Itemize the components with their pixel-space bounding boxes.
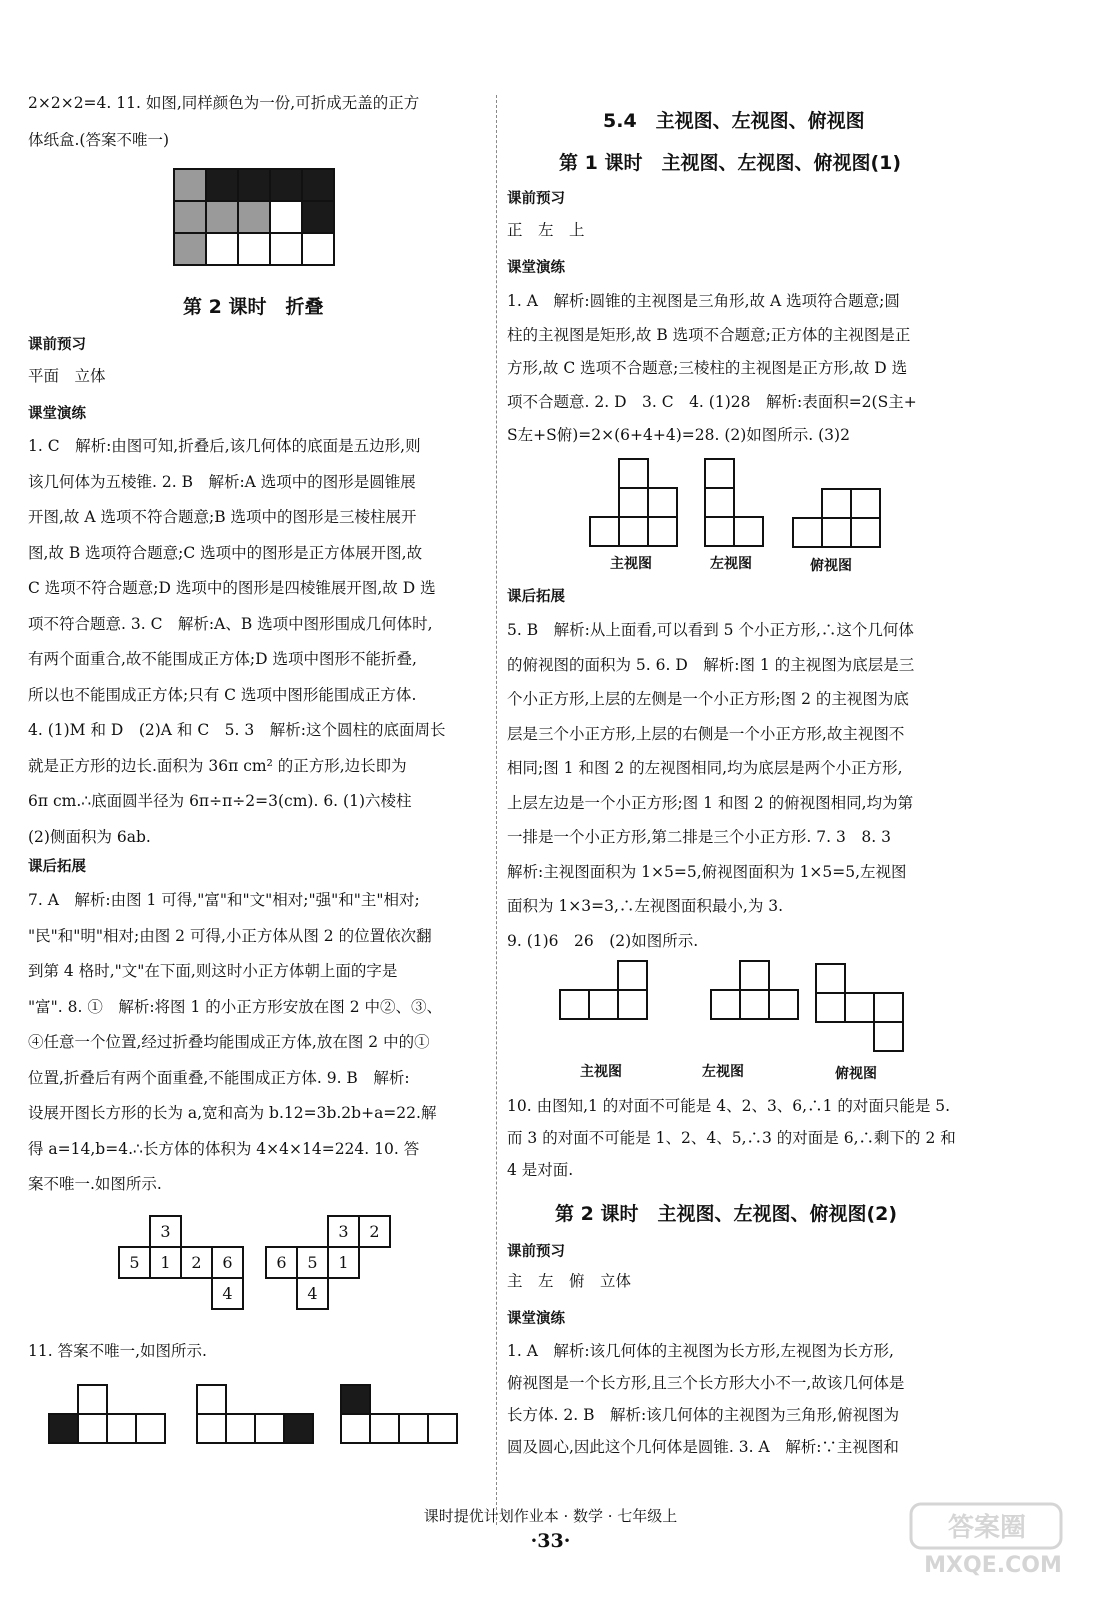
text-line: 设展开图长方形的长为 a,宽和高为 b.12=3b.2b+a=22.解 <box>28 1104 437 1122</box>
net-cell <box>135 1413 166 1444</box>
preview-answer: 平面 立体 <box>28 367 106 385</box>
heading-preview-2: 课前预习 <box>507 1244 565 1260</box>
grid-cell <box>301 200 335 234</box>
page-number: ·33· <box>530 1530 571 1552</box>
text-line: 相同;图 1 和图 2 的左视图相同,均为底层是两个小正方形, <box>507 759 903 777</box>
grid-cell <box>173 232 207 266</box>
heading-after: 课后拓展 <box>28 859 86 875</box>
heading-preview: 课前预习 <box>28 337 86 353</box>
label-front-view: 主视图 <box>580 1064 622 1080</box>
grid-cell <box>205 168 239 202</box>
net-cell <box>283 1413 314 1444</box>
text-line: 10. 由图知,1 的对面不可能是 4、2、3、6,∴1 的对面只能是 5. <box>507 1097 951 1115</box>
view-cell <box>617 960 648 991</box>
grid-cell <box>237 168 271 202</box>
text-line: 上层左边是一个小正方形;图 1 和图 2 的俯视图相同,均为第 <box>507 793 914 812</box>
text-line: (2)侧面积为 6ab. <box>28 827 151 846</box>
text-line: 9. (1)6 26 (2)如图所示. <box>507 931 699 950</box>
text-line: 所以也不能围成正方体;只有 C 选项中图形能围成正方体. <box>28 685 417 704</box>
heading-class-2: 课堂演练 <box>507 1311 565 1327</box>
text-line: 项不合题意. 2. D 3. C 4. (1)28 解析:表面积=2(S主+ <box>507 392 917 411</box>
net-cell <box>398 1413 429 1444</box>
label-front-view: 主视图 <box>610 556 652 572</box>
net-cell: 1 <box>327 1246 360 1279</box>
net-cell <box>254 1413 285 1444</box>
grid-cell <box>205 232 239 266</box>
net-cell <box>48 1413 79 1444</box>
text-line: 个小正方形,上层的左侧是一个小正方形;图 2 的主视图为底 <box>507 690 909 708</box>
view-cell <box>815 992 846 1023</box>
view-cell <box>821 517 852 548</box>
text-line: 7. A 解析:由图 1 可得,"富"和"文"相对;"强"和"主"相对; <box>28 891 420 909</box>
view-cell <box>733 516 764 547</box>
text-line: 长方体. 2. B 解析:该几何体的主视图为三角形,俯视图为 <box>507 1406 900 1424</box>
text-line: 面积为 1×3=3,∴左视图面积最小,为 3. <box>507 897 784 915</box>
net-cell: 5 <box>118 1246 151 1279</box>
view-cell <box>873 992 904 1023</box>
net-cell: 6 <box>265 1246 298 1279</box>
view-cell <box>739 960 770 991</box>
svg-text:MXQE.COM: MXQE.COM <box>924 1553 1062 1578</box>
view-cell <box>559 989 590 1020</box>
view-cell <box>704 487 735 518</box>
text-line: 俯视图是一个长方形,且三个长方形大小不一,故该几何体是 <box>507 1374 905 1392</box>
grid-cell <box>173 200 207 234</box>
text-line: 1. A 解析:圆锥的主视图是三角形,故 A 选项符合题意;圆 <box>507 292 900 310</box>
text-line: 4. (1)M 和 D (2)A 和 C 5. 3 解析:这个圆柱的底面周长 <box>28 721 446 739</box>
net-cell: 2 <box>180 1246 213 1279</box>
text-line: "民"和"明"相对;由图 2 可得,小正方体从图 2 的位置依次翻 <box>28 926 432 945</box>
net-cell: 6 <box>211 1246 244 1279</box>
text-line: 4 是对面. <box>507 1161 574 1179</box>
grid-cell <box>237 200 271 234</box>
text-line: 柱的主视图是矩形,故 B 选项不合题意;正方体的主视图是正 <box>507 325 911 344</box>
text-line: 5. B 解析:从上面看,可以看到 5 个小正方形,∴这个几何体 <box>507 621 914 639</box>
net-cell <box>340 1413 371 1444</box>
grid-cell <box>173 168 207 202</box>
text-line: 有两个面重合,故不能围成正方体;D 选项中图形不能折叠, <box>28 650 417 668</box>
text-line: 图,故 B 选项符合题意;C 选项中的图形是正方体展开图,故 <box>28 543 423 562</box>
section-title: 5.4 主视图、左视图、俯视图 <box>603 110 865 132</box>
view-cell <box>617 989 648 1020</box>
grid-cell <box>237 232 271 266</box>
view-cell <box>704 458 735 489</box>
text-line: 1. C 解析:由图可知,折叠后,该几何体的底面是五边形,则 <box>28 437 421 455</box>
heading-class: 课堂演练 <box>507 260 565 276</box>
view-cell <box>647 516 678 547</box>
lesson2-title: 第 2 课时 主视图、左视图、俯视图(2) <box>555 1203 898 1225</box>
view-cell <box>768 989 799 1020</box>
column-divider <box>496 95 497 1525</box>
page-footer: 课时提优计划作业本 · 数学 · 七年级上 <box>423 1507 678 1525</box>
text-line: C 选项不符合题意;D 选项中的图形是四棱锥展开图,故 D 选 <box>28 579 436 597</box>
q11-line: 11. 答案不唯一,如图所示. <box>28 1342 207 1360</box>
view-cell <box>588 989 619 1020</box>
view-cell <box>815 963 846 994</box>
grid-cell <box>205 200 239 234</box>
net-cell: 1 <box>149 1246 182 1279</box>
net-cell <box>340 1384 371 1415</box>
net-cell <box>369 1413 400 1444</box>
heading-after: 课后拓展 <box>507 589 565 605</box>
net-cell: 5 <box>296 1246 329 1279</box>
view-cell <box>618 516 649 547</box>
net-cell: 3 <box>327 1215 360 1248</box>
text-line: 到第 4 格时,"文"在下面,则这时小正方体朝上面的字是 <box>28 962 398 980</box>
grid-cell <box>269 168 303 202</box>
net-cell: 4 <box>211 1277 244 1310</box>
svg-text:答案圈: 答案圈 <box>947 1513 1027 1543</box>
text-line: 得 a=14,b=4.∴长方体的体积为 4×4×14=224. 10. 答 <box>28 1139 420 1158</box>
text-line: 该几何体为五棱锥. 2. B 解析:A 选项中的图形是圆锥展 <box>28 472 416 491</box>
text-line: 层是三个小正方形,上层的右侧是一个小正方形,故主视图不 <box>507 724 905 743</box>
net-cell <box>196 1384 227 1415</box>
view-cell <box>704 516 735 547</box>
heading-preview: 课前预习 <box>507 191 565 207</box>
view-cell <box>618 458 649 489</box>
text-line: 案不唯一.如图所示. <box>28 1175 162 1193</box>
text-line: 的俯视图的面积为 5. 6. D 解析:图 1 的主视图为底层是三 <box>507 655 915 674</box>
text-line: 就是正方形的边长.面积为 36π cm² 的正方形,边长即为 <box>28 756 407 775</box>
text-line: 项不符合题意. 3. C 解析:A、B 选项中图形围成几何体时, <box>28 614 433 633</box>
net-cell <box>77 1384 108 1415</box>
view-cell <box>589 516 620 547</box>
intro-line-1: 2×2×2=4. 11. 如图,同样颜色为一份,可折成无盖的正方 <box>28 94 420 112</box>
text-line: 方形,故 C 选项不合题意;三棱柱的主视图是正方形,故 D 选 <box>507 359 908 377</box>
view-cell <box>647 487 678 518</box>
view-cell <box>618 487 649 518</box>
text-line: 解析:主视图面积为 1×5=5,俯视图面积为 1×5=5,左视图 <box>507 862 907 881</box>
preview-answer: 正 左 上 <box>507 221 585 239</box>
net-cell <box>225 1413 256 1444</box>
net-cell <box>77 1413 108 1444</box>
intro-line-2: 体纸盒.(答案不唯一) <box>28 131 170 149</box>
net-cell <box>427 1413 458 1444</box>
view-cell <box>739 989 770 1020</box>
label-left-view: 左视图 <box>702 1064 744 1080</box>
text-line: "富". 8. ① 解析:将图 1 的小正方形安放在图 2 中②、③、 <box>28 997 442 1016</box>
text-line: 位置,折叠后有两个面重叠,不能围成正方体. 9. B 解析: <box>28 1068 410 1087</box>
view-cell <box>844 992 875 1023</box>
view-cell <box>792 517 823 548</box>
net-cell <box>106 1413 137 1444</box>
net-cell: 2 <box>358 1215 391 1248</box>
label-top-view: 俯视图 <box>810 558 852 574</box>
watermark-logo <box>909 1500 1079 1578</box>
heading-class: 课堂演练 <box>28 406 86 422</box>
grid-cell <box>269 232 303 266</box>
label-top-view: 俯视图 <box>835 1066 877 1082</box>
text-line: 6π cm.∴底面圆半径为 6π÷π÷2=3(cm). 6. (1)六棱柱 <box>28 792 412 810</box>
net-cell: 3 <box>149 1215 182 1248</box>
view-cell <box>850 517 881 548</box>
view-cell <box>821 488 852 519</box>
text-line: 圆及圆心,因此这个几何体是圆锥. 3. A 解析:∵主视图和 <box>507 1438 899 1456</box>
view-cell <box>850 488 881 519</box>
text-line: S左+S俯)=2×(6+4+4)=28. (2)如图所示. (3)2 <box>507 426 850 444</box>
text-line: 1. A 解析:该几何体的主视图为长方形,左视图为长方形, <box>507 1342 894 1360</box>
text-line: ④任意一个位置,经过折叠均能围成正方体,放在图 2 中的① <box>28 1033 430 1051</box>
view-cell <box>873 1021 904 1052</box>
net-cell <box>196 1413 227 1444</box>
preview-answer-2: 主 左 俯 立体 <box>507 1272 632 1290</box>
view-cell <box>710 989 741 1020</box>
net-cell: 4 <box>296 1277 329 1310</box>
text-line: 而 3 的对面不可能是 1、2、4、5,∴3 的对面是 6,∴剩下的 2 和 <box>507 1129 956 1147</box>
label-left-view: 左视图 <box>710 556 752 572</box>
text-line: 一排是一个小正方形,第二排是三个小正方形. 7. 3 8. 3 <box>507 828 891 846</box>
grid-cell <box>269 200 303 234</box>
grid-cell <box>301 232 335 266</box>
lesson1-title: 第 1 课时 主视图、左视图、俯视图(1) <box>559 152 902 174</box>
text-line: 开图,故 A 选项不符合题意;B 选项中的图形是三棱柱展开 <box>28 508 417 526</box>
lesson-title: 第 2 课时 折叠 <box>183 296 324 318</box>
grid-cell <box>301 168 335 202</box>
